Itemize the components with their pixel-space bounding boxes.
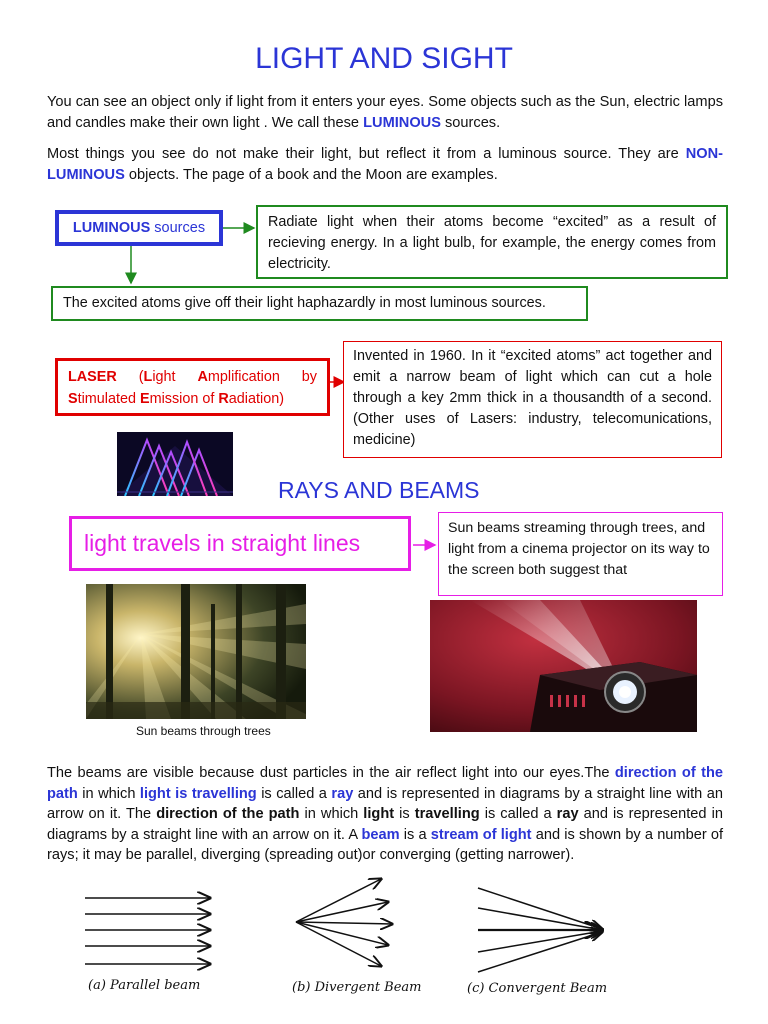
- parallel-beam-label: (a) Parallel beam: [88, 978, 201, 993]
- radiate-box: Radiate light when their atoms become “excited” as a result of recieving energy. In a light bulb, for example, the energy comes from electricity.: [256, 205, 728, 279]
- beams-paragraph: The beams are visible because dust particles in the air reflect light into our eyes.The direction of the path in which light is travelling is called a ray and is represented in diagrams by a straight line with an arrow on it. The direction of the path in which light is travelling is called a ray and is represented in diagrams by a straight line with an arrow on it. A beam is a stream of light and is shown by a number of rays; it may be parallel, diverging (spreading out)or converging (getting narrower).: [47, 765, 724, 863]
- straight-lines-text: light travels in straight lines: [84, 530, 361, 556]
- straight-lines-connector: [411, 538, 439, 552]
- sunbeams-trees-image: [86, 584, 306, 719]
- divergent-beam-label: (b) Divergent Beam: [292, 980, 422, 995]
- trees-caption: Sun beams through trees: [136, 724, 271, 738]
- divergent-beam-diagram: [296, 879, 392, 966]
- luminous-word: LUMINOUS: [72, 220, 151, 236]
- luminous-sources-box: [55, 210, 223, 246]
- intro-paragraph-1: You can see an object only if light from it enters your eyes. Some objects such as the Sun, electric lamps and candles make their own light . We call these LUMINOUS sources.: [47, 94, 723, 131]
- intro-paragraph-2: Most things you see do not make their light, but reflect it from a luminous source. They are NON-LUMINOUS objects. The page of a book and the Moon are examples.: [47, 146, 723, 183]
- rays-heading: RAYS AND BEAMS: [278, 477, 480, 503]
- excited-atoms-box: The excited atoms give off their light haphazardly in most luminous sources.: [51, 286, 588, 321]
- beam-diagrams: [70, 870, 630, 980]
- laser-box: LASER (Light Amplification by Stimulated Emission of Radiation): [55, 358, 330, 416]
- straight-lines-box: [69, 516, 411, 571]
- convergent-beam-diagram: [478, 888, 602, 972]
- page-title: LIGHT AND SIGHT: [255, 42, 513, 75]
- parallel-beam-diagram: [85, 898, 210, 964]
- sources-word: sources: [150, 220, 206, 236]
- sunbeams-box: Sun beams streaming through trees, and light from a cinema projector on its way to the screen both suggest that: [438, 512, 723, 596]
- projector-image: [430, 600, 697, 732]
- invented-box: Invented in 1960. In it “excited atoms” act together and emit a narrow beam of light which can cut a hole through a key 2mm thick in a thousandth of a second. (Other uses of Lasers: industry, telecomunications, medicine): [343, 341, 722, 458]
- laser-image: [117, 432, 233, 496]
- convergent-beam-label: (c) Convergent Beam: [467, 981, 608, 996]
